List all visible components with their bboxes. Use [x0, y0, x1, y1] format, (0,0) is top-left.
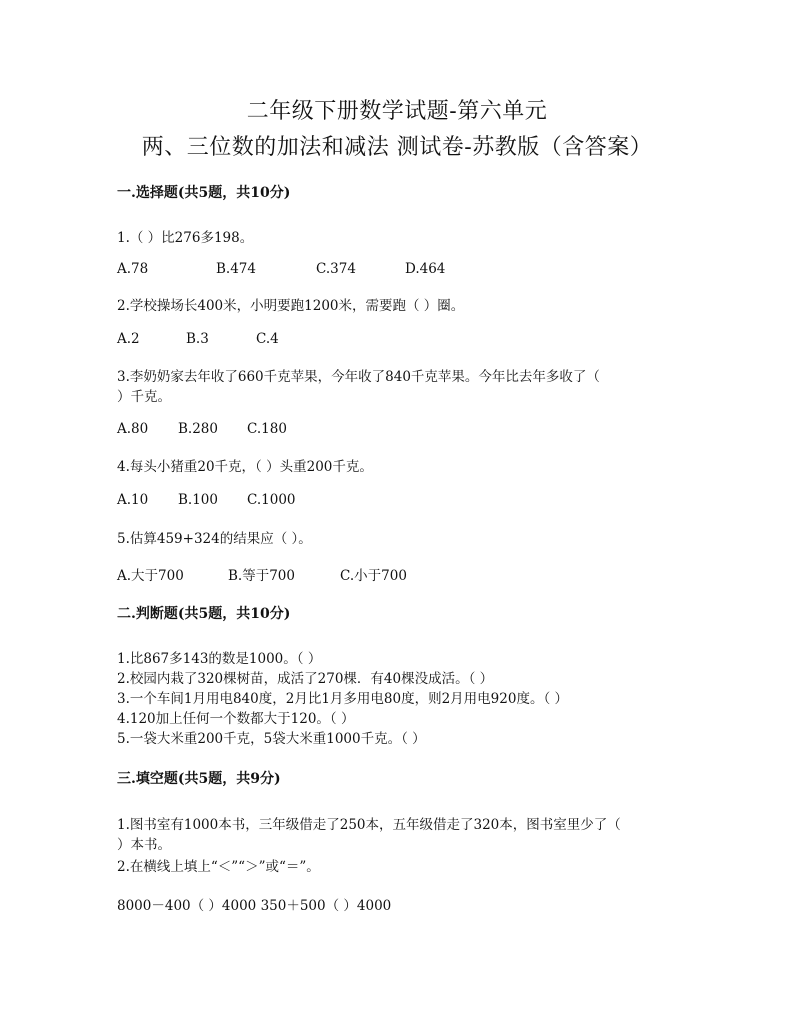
q2-option-c: C.4 [256, 331, 279, 347]
judgement-item-1: 1.比867多143的数是1000。（ ） [117, 651, 322, 667]
question-5: 5.估算459+324的结果应（ ）。 [117, 531, 312, 547]
question-1: 1.（ ）比276多198。 [117, 230, 254, 246]
fill-question-2-expressions: 8000－400（ ）4000 350＋500（ ）4000 [117, 898, 392, 914]
q3-option-c: C.180 [247, 421, 287, 437]
fill-question-2: 2.在横线上填上“＜”“＞”或“＝”。 [117, 859, 320, 875]
judgement-item-4: 4.120加上任何一个数都大于120。（ ） [117, 711, 355, 727]
q2-option-a: A.2 [117, 331, 140, 347]
q2-option-b: B.3 [186, 331, 209, 347]
question-4: 4.每头小猪重20千克，（ ）头重200千克。 [117, 459, 373, 475]
q4-option-c: C.1000 [247, 492, 296, 508]
fill-question-1-line1: 1.图书室有1000本书，三年级借走了250本，五年级借走了320本，图书室里少了（ [117, 817, 621, 833]
q1-option-b: B.474 [216, 261, 256, 277]
judgement-item-5: 5.一袋大米重200千克，5袋大米重1000千克。（ ） [117, 731, 426, 747]
q5-option-b: B.等于700 [228, 568, 295, 584]
question-3-line2: ）千克。 [117, 389, 171, 405]
q4-option-a: A.10 [117, 492, 149, 508]
fill-question-1-line2: ）本书。 [117, 837, 171, 853]
page-subtitle: 两、三位数的加法和减法 测试卷-苏教版（含答案） [141, 135, 653, 160]
judgement-item-3: 3.一个车间1月用电840度，2月比1月多用电80度，则2月用电920度。（ ） [117, 691, 568, 707]
q3-option-b: B.280 [178, 421, 218, 437]
section-heading-choice: 一.选择题(共5题，共10分) [117, 185, 291, 201]
q5-option-a: A.大于700 [117, 568, 184, 584]
q4-option-b: B.100 [178, 492, 218, 508]
q1-option-d: D.464 [405, 261, 446, 277]
page-title: 二年级下册数学试题-第六单元 [246, 99, 548, 124]
section-heading-fill: 三.填空题(共5题，共9分) [117, 771, 281, 787]
q1-option-a: A.78 [117, 261, 149, 277]
q1-option-c: C.374 [316, 261, 356, 277]
judgement-item-2: 2.校园内栽了320棵树苗，成活了270棵．有40棵没成活。（ ） [117, 671, 494, 687]
question-2: 2.学校操场长400米，小明要跑1200米，需要跑（ ）圈。 [117, 298, 465, 314]
section-heading-judgement: 二.判断题(共5题，共10分) [117, 606, 291, 622]
question-3-line1: 3.李奶奶家去年收了660千克苹果，今年收了840千克苹果。今年比去年多收了（ [117, 369, 600, 385]
q3-option-a: A.80 [117, 421, 149, 437]
q5-option-c: C.小于700 [340, 568, 407, 584]
